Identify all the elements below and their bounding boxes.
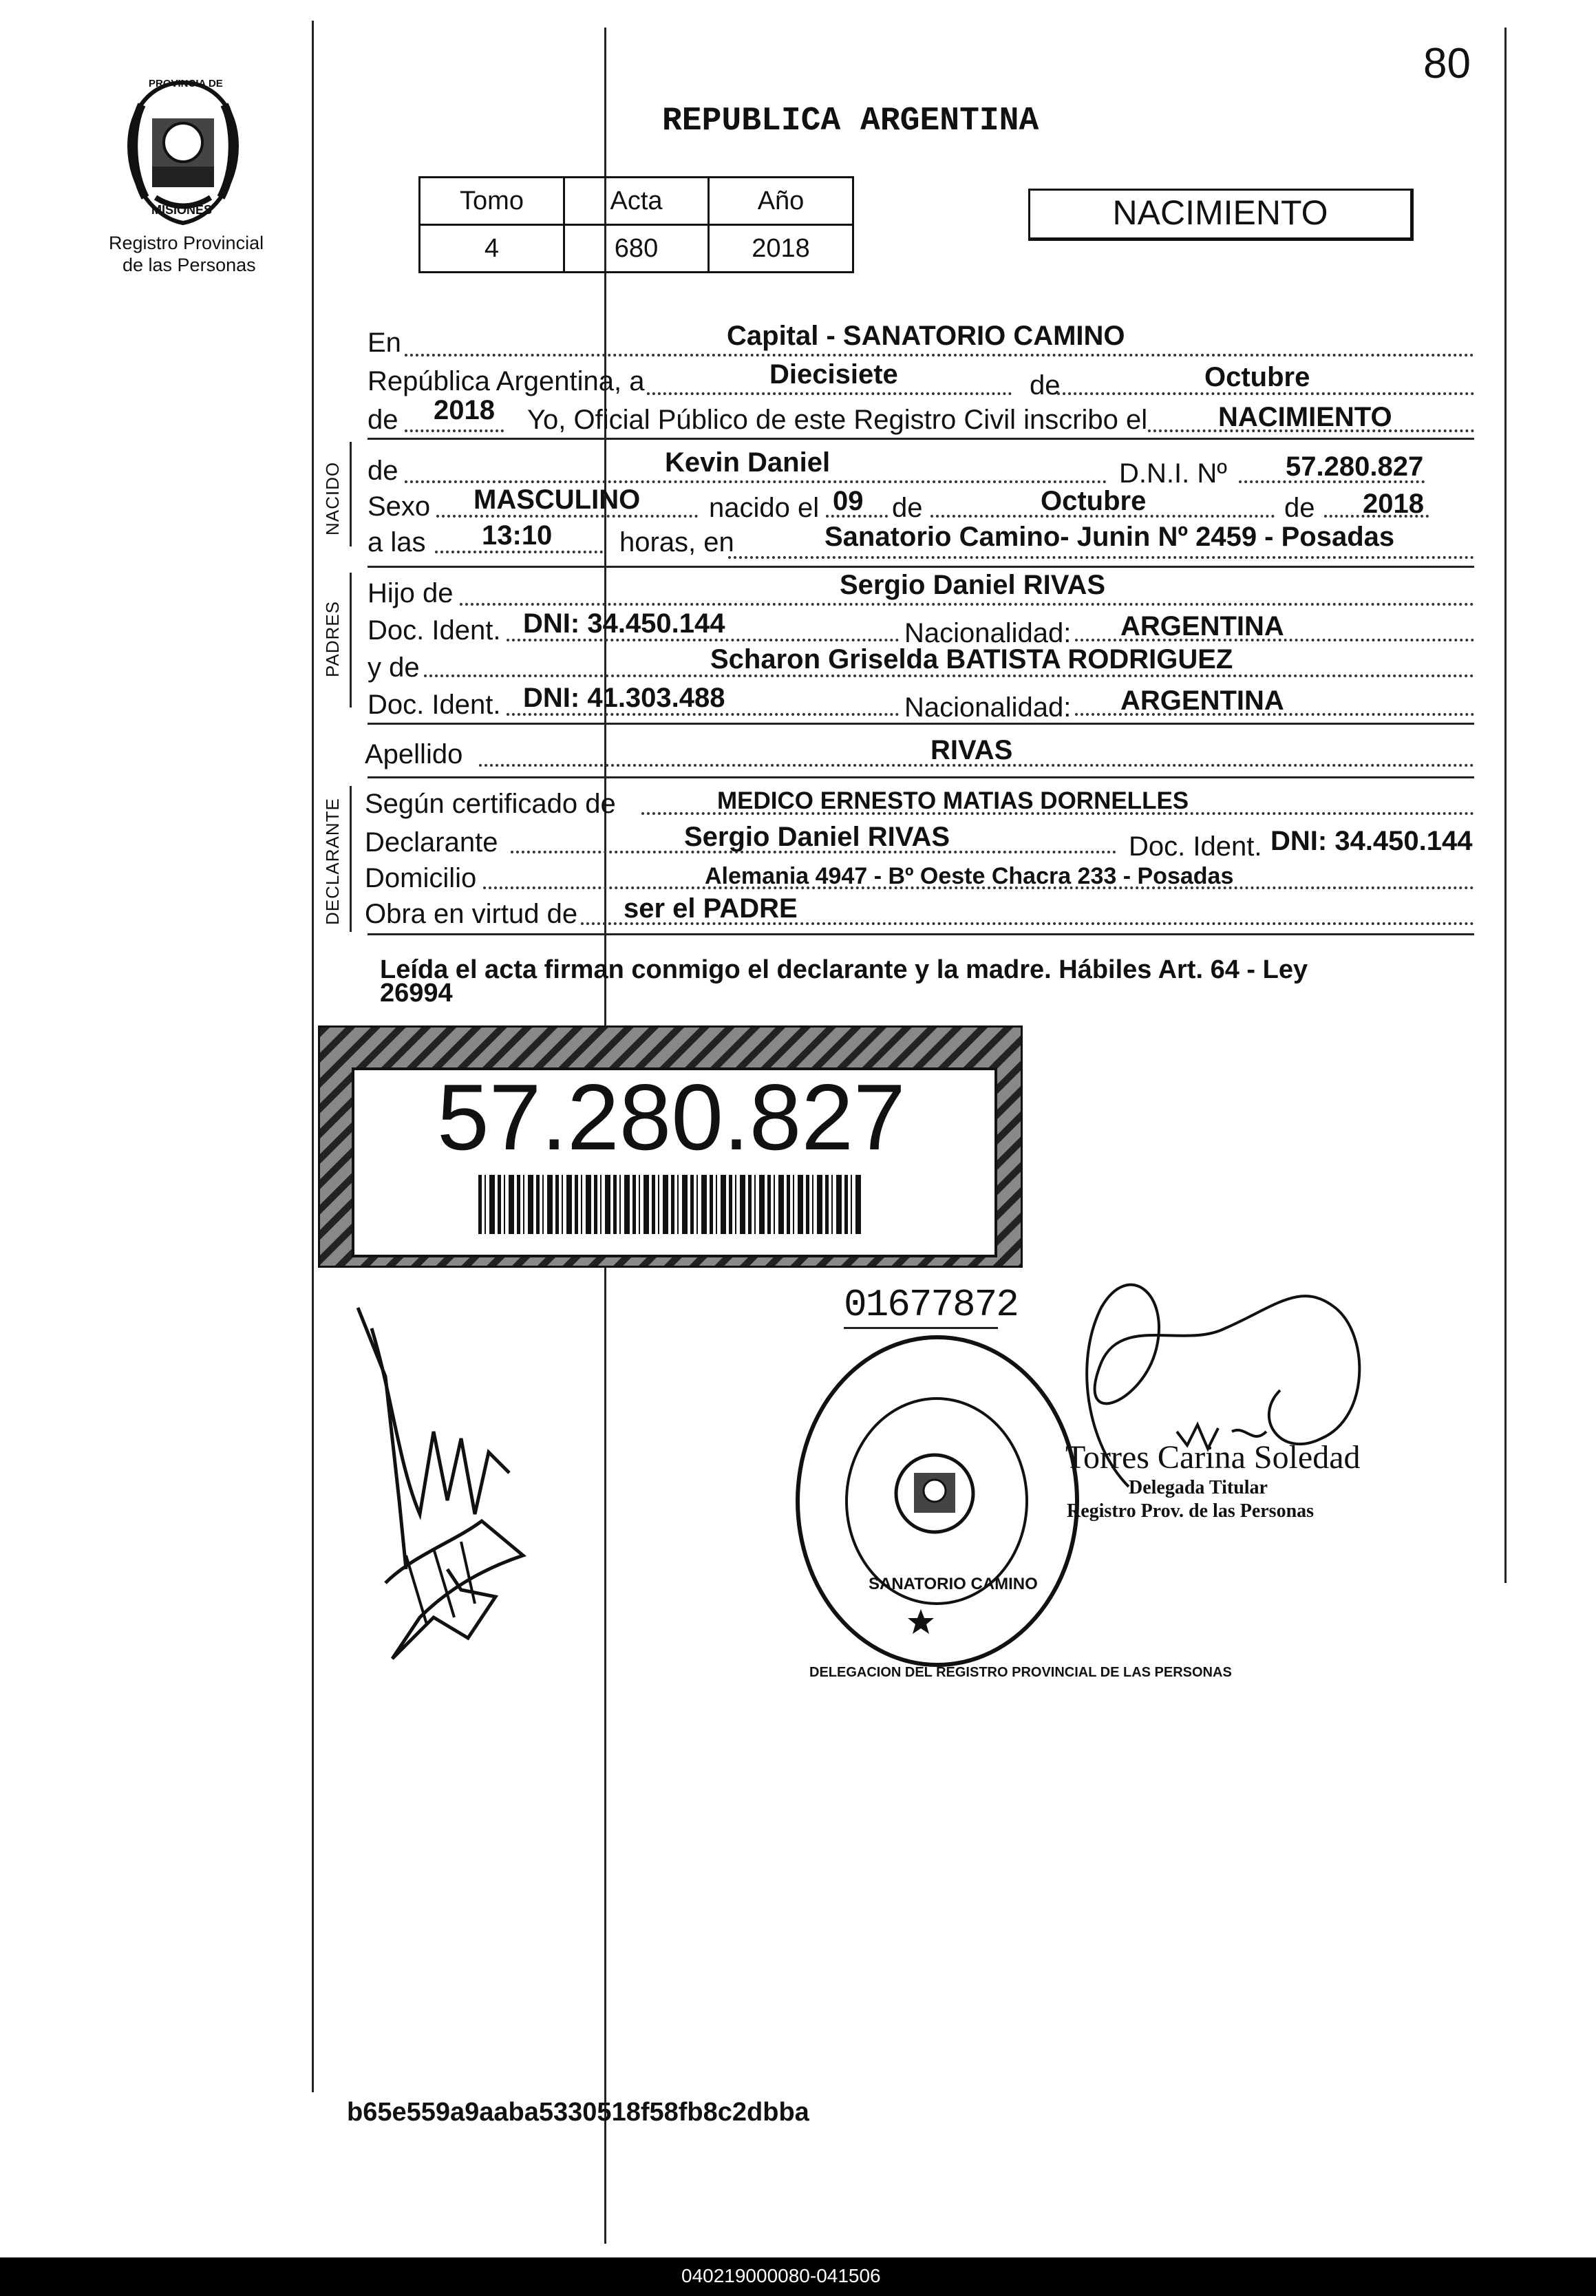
dotted-line <box>436 515 698 518</box>
stamp-inner-text: SANATORIO CAMINO <box>869 1575 1038 1593</box>
obra-label: Obra en virtud de <box>365 899 578 929</box>
declarante-doc-label: Doc. Ident. <box>1129 831 1262 862</box>
birth-place: Sanatorio Camino- Junin Nº 2459 - Posadas <box>824 522 1395 552</box>
dotted-line <box>405 429 504 432</box>
signature-left-icon <box>344 1294 578 1679</box>
declarante-doc: DNI: 34.450.144 <box>1270 826 1473 856</box>
mother-doc: DNI: 41.303.488 <box>523 683 725 713</box>
domicilio-label: Domicilio <box>365 863 477 893</box>
official-title: Delegada Titular <box>1129 1477 1268 1498</box>
dotted-line <box>728 556 1474 559</box>
emblem-top-text: PROVINCIA DE <box>149 78 223 89</box>
emblem-bottom-text: MISIONES <box>151 203 213 217</box>
closing-text-line-1: Leída el acta firman conmigo el declarante y la madre. Hábiles Art. 64 - Ley <box>380 955 1308 984</box>
a-las-label: a las <box>368 527 426 557</box>
table-header-acta: Acta <box>564 178 709 225</box>
volume-table <box>418 176 854 273</box>
registry-line-1: Registro Provincial <box>109 233 264 253</box>
certificado-label: Según certificado de <box>365 789 616 819</box>
sexo-label: Sexo <box>368 491 431 522</box>
child-dni: 57.280.827 <box>1286 451 1424 482</box>
de-label-3: de <box>892 493 923 523</box>
birth-month: Octubre <box>1041 486 1147 516</box>
dotted-line <box>424 674 1474 677</box>
day-value: Diecisiete <box>769 359 898 390</box>
dotted-line <box>507 713 899 716</box>
section-bracket <box>350 442 352 546</box>
child-name: Kevin Daniel <box>665 447 831 478</box>
father-nationality: ARGENTINA <box>1120 611 1284 641</box>
left-margin-line <box>312 21 314 2092</box>
padres-side-label: PADRES <box>322 601 343 677</box>
declarante-label: Declarante <box>365 827 498 858</box>
right-margin-line <box>1504 28 1507 1583</box>
act-value: NACIMIENTO <box>1218 402 1392 432</box>
section-bracket <box>350 573 352 708</box>
serial-number: 01677872 <box>844 1283 1018 1327</box>
mother-doc-label: Doc. Ident. <box>368 690 501 720</box>
obra-value: ser el PADRE <box>624 893 798 924</box>
dotted-line <box>405 354 1474 357</box>
de-label: de <box>1030 370 1061 401</box>
horas-label: horas, en <box>619 527 734 557</box>
section-divider <box>368 933 1474 935</box>
dni-sticker <box>318 1025 1023 1268</box>
section-divider <box>368 723 1474 725</box>
sticker-dni-number: 57.280.827 <box>437 1065 906 1169</box>
month-value: Octubre <box>1204 362 1310 392</box>
stamp-outer-text: DELEGACION DEL REGISTRO PROVINCIAL DE LAS PERSONAS <box>809 1665 1232 1680</box>
dni-label: D.N.I. Nº <box>1119 458 1227 489</box>
section-divider <box>368 566 1474 568</box>
dotted-line <box>507 639 899 641</box>
document-hash: b65e559a9aaba5330518f58fb8c2dbba <box>347 2098 809 2127</box>
domicilio-value: Alemania 4947 - Bº Oeste Chacra 233 - Posadas <box>705 863 1234 889</box>
table-value-acta: 680 <box>564 225 709 273</box>
serial-underline <box>844 1327 998 1329</box>
nacido-side-label: NACIDO <box>322 461 343 535</box>
year-value: 2018 <box>434 395 495 425</box>
certificado-value: MEDICO ERNESTO MATIAS DORNELLES <box>717 787 1189 814</box>
dotted-line <box>460 603 1474 606</box>
stamp-star-icon <box>907 1608 935 1635</box>
table-value-tomo: 4 <box>420 225 564 273</box>
y-de-label: y de <box>368 652 420 683</box>
table-header-tomo: Tomo <box>420 178 564 225</box>
mother-name: Scharon Griselda BATISTA RODRIGUEZ <box>710 644 1233 674</box>
barcode-icon <box>478 1175 864 1234</box>
declarante-value: Sergio Daniel RIVAS <box>684 822 950 852</box>
father-doc: DNI: 34.450.144 <box>523 608 725 639</box>
declarante-side-label: DECLARANTE <box>322 798 343 925</box>
sexo-value: MASCULINO <box>474 485 641 515</box>
father-doc-label: Doc. Ident. <box>368 615 501 646</box>
birth-year: 2018 <box>1363 489 1424 519</box>
place-value: Capital - SANATORIO CAMINO <box>727 321 1125 351</box>
stamp-emblem-icon <box>892 1445 977 1542</box>
section-divider <box>368 776 1474 778</box>
dotted-line <box>1057 392 1474 395</box>
section-divider <box>368 438 1474 440</box>
apellido-label: Apellido <box>365 739 463 769</box>
nacido-de-label: de <box>368 456 398 486</box>
birth-day: 09 <box>833 486 864 516</box>
page-title: REPUBLICA ARGENTINA <box>662 103 1039 140</box>
footer-code: 040219000080-041506 <box>681 2265 881 2286</box>
dotted-line <box>647 392 1012 395</box>
dotted-line <box>435 551 603 553</box>
de-label-2: de <box>368 405 398 435</box>
page-number: 80 <box>1423 40 1471 87</box>
closing-text-line-2: 26994 <box>380 979 453 1008</box>
table-header-ano: Año <box>709 178 853 225</box>
act-type-box: NACIMIENTO <box>1028 189 1414 241</box>
official-name: Torres Carina Soledad <box>1065 1439 1361 1476</box>
dotted-line <box>405 480 1107 483</box>
statement-text: Yo, Oficial Público de este Registro Civil inscribo el <box>527 405 1148 435</box>
en-label: En <box>368 328 401 358</box>
nacido-el-label: nacido el <box>709 493 820 523</box>
section-bracket <box>350 786 352 932</box>
mother-nationality-label: Nacionalidad: <box>904 692 1072 723</box>
table-value-ano: 2018 <box>709 225 853 273</box>
father-nationality-label: Nacionalidad: <box>904 618 1072 648</box>
father-name: Sergio Daniel RIVAS <box>840 570 1106 600</box>
registry-line-2: de las Personas <box>123 255 256 275</box>
mother-nationality: ARGENTINA <box>1120 685 1284 716</box>
official-org: Registro Prov. de las Personas <box>1067 1500 1315 1522</box>
apellido-value: RIVAS <box>930 735 1013 765</box>
de-label-4: de <box>1284 493 1315 523</box>
birth-time: 13:10 <box>482 520 553 551</box>
republica-label: República Argentina, a <box>368 366 645 396</box>
hijo-de-label: Hijo de <box>368 578 454 608</box>
